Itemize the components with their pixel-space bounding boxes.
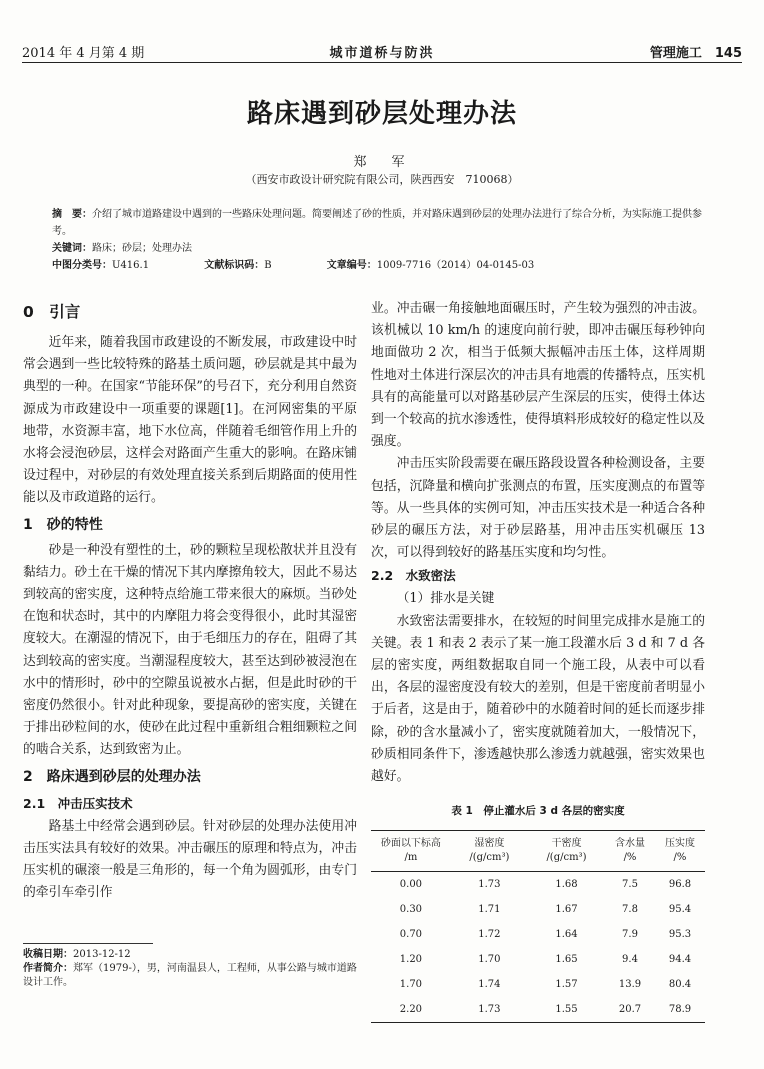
paragraph: 业。冲击碾一角接触地面碾压时，产生较为强烈的冲击波。该机械以 10 km/h 的速度向前行驶，即冲击碾压每秒钟向地面做功 2 次，相当于低频大振幅冲击压土体，这样周期性地对土体进行深层次的冲击具有地震的传播特点，压实机具有的高能量可以对路基砂层产生深层的压实，使得土体达到一个较高的抗水渗透性，使得填料形成较好的稳定性以及强度。 xyxy=(371,301,705,450)
table-cell: 20.7 xyxy=(618,1004,642,1016)
table-row xyxy=(371,872,705,898)
section-heading: 0 引言 xyxy=(23,303,81,321)
section-page: 管理施工 145 xyxy=(649,46,742,61)
document-code: 文献标识码：B xyxy=(204,260,272,271)
table-row xyxy=(371,997,705,1023)
table-cell: 1.57 xyxy=(555,979,578,991)
table-row xyxy=(371,897,705,922)
author-bio: 作者简介：郑军（1979-），男，河南温县人，工程师，从事公路与城市道路设计工作。 xyxy=(23,963,357,988)
left-column xyxy=(23,298,357,904)
paragraph: 砂是一种没有塑性的土，砂的颗粒呈现松散状并且没有黏结力。砂土在干燥的情况下其内摩擦角较大，因此不易达到较高的密实度，这种特点给施工带来很大的麻烦。当砂处在饱和状态时，其中的内摩阻力将会变得很小，此时其湿密度较大。在潮湿的情况下，由于毛细压力的存在，阻碍了其达到较高的密实度。当潮湿程度较大，甚至达到砂被浸泡在水中的情形时，砂中的空隙虽说被水占据，但是此时砂的干密度仍然很小。针对此种现象，要提高砂的密实度，关键在于排出砂粒间的水，使砂在此过程中重新组合粗细颗粒之间的啮合关系，达到致密为止。 xyxy=(23,542,357,758)
table-cell: 0.70 xyxy=(399,929,423,941)
table-cell: 13.9 xyxy=(618,979,642,991)
column-header: 压实度 /% xyxy=(664,838,695,864)
subsection-heading: 2.2 水致密法 xyxy=(371,568,456,584)
table-cell: 1.74 xyxy=(478,979,501,991)
classification-ids xyxy=(52,257,712,274)
table-header-row xyxy=(371,831,705,872)
paragraph: 近年来，随着我国市政建设的不断发展，市政建设中时常会遇到一些比较特殊的路基土质问题，砂层就是其中最为典型的一种。在国家“节能环保”的号召下，充分利用自然资源成为市政建设中一项重要的课题[1]。在河网密集的平原地带，水资源丰富，地下水位高，伴随着毛细管作用上升的水将会浸泡砂层，这样会对路面产生重大的影响。在路床铺设过程中，对砂层的有效处理直接关系到后期路面的使用性能以及市政道路的运行。 xyxy=(23,335,357,506)
table-cell: 78.9 xyxy=(668,1004,692,1016)
clc-number: 中图分类号：U416.1 xyxy=(52,260,150,271)
section-heading: 2 路床遇到砂层的处理办法 xyxy=(23,768,201,785)
column-header: 干密度 /(g/cm³) xyxy=(546,838,587,864)
table-cell: 1.55 xyxy=(555,1004,578,1016)
article-title: 路床遇到砂层处理办法 xyxy=(246,99,517,129)
abstract: 摘 要：介绍了城市道路建设中遇到的一些路床处理问题。简要阐述了砂的性质，并对路床遇到砂层的处理办法进行了综合分析，为实际施工提供参考。 xyxy=(52,209,702,237)
right-column xyxy=(371,298,705,1023)
table-caption: 表 1 停止灌水后 3 d 各层的密实度 xyxy=(451,805,625,818)
column-header: 含水量 /% xyxy=(615,838,645,864)
table-cell: 95.3 xyxy=(668,929,692,941)
author-name: 郑 军 xyxy=(353,155,411,170)
table-cell: 0.30 xyxy=(399,904,423,916)
paragraph: 冲击压实阶段需要在碾压路段设置各种检测设备，主要包括，沉降量和横向扩张测点的布置，压实度测点的布置等等。从一些具体的实例可知，冲击压实技术是一种适合各种砂层的碾压方法，对于砂层路基，用冲击压实机碾压 13 次，可以得到较好的路基压实度和均匀性。 xyxy=(371,456,705,561)
table-cell: 1.72 xyxy=(478,929,501,941)
article-meta xyxy=(52,206,712,274)
table-cell: 7.5 xyxy=(622,879,638,891)
affiliation: （西安市政设计研究院有限公司，陕西西安 710068） xyxy=(245,173,519,186)
table-cell: 1.70 xyxy=(478,954,501,966)
table-cell: 94.4 xyxy=(668,954,692,966)
paragraph: 路基土中经常会遇到砂层。针对砂层的处理办法使用冲击压实法具有较好的效果。冲击碾压的原理和特点为，冲击压实机的碾滚一般是三角形的，每一个角为圆弧形，由专门的牵引车牵引作 xyxy=(23,818,357,901)
subsection-heading: 2.1 冲击压实技术 xyxy=(23,795,133,811)
column-header: 湿密度 /(g/cm³) xyxy=(469,838,510,864)
table-cell: 1.70 xyxy=(399,979,423,991)
keywords: 关键词：路床；砂层；处理办法 xyxy=(52,243,192,254)
issue-date: 2014 年 4 月第 4 期 xyxy=(22,46,145,61)
table-cell: 7.8 xyxy=(622,904,638,916)
running-header xyxy=(22,38,742,63)
table-cell: 1.73 xyxy=(478,879,501,891)
table-cell: 7.9 xyxy=(622,929,638,941)
table-cell: 1.64 xyxy=(555,929,578,941)
table-cell: 1.73 xyxy=(478,1004,501,1016)
received-date: 收稿日期：2013-12-12 xyxy=(23,949,131,960)
table-cell: 96.8 xyxy=(668,879,692,891)
footnote xyxy=(23,943,357,990)
table-row xyxy=(371,972,705,997)
table-cell: 0.00 xyxy=(399,879,423,891)
table-cell: 1.65 xyxy=(555,954,578,966)
paragraph: 水致密法需要排水，在较短的时间里完成排水是施工的关键。表 1 和表 2 表示了某一施工段灌水后 3 d 和 7 d 各层的密实度，两组数据取自同一个施工段，从表中可以看出，各层的湿密度没有较大的差别，但是干密度前者明显小于后者，这是由于，随着砂中的水随着时间的延长而逐步排除，砂的含水量减小了，密实度就随着加大，一般情况下，砂质相同条件下，渗透越快那么渗透力就越强，密实效果也越好。 xyxy=(371,613,705,785)
table-cell: 1.67 xyxy=(555,904,578,916)
table-cell: 1.20 xyxy=(399,954,423,966)
table-cell: 80.4 xyxy=(668,979,692,991)
table-cell: 9.4 xyxy=(622,954,638,966)
table-cell: 1.71 xyxy=(478,904,501,916)
section-heading: 1 砂的特性 xyxy=(23,516,103,533)
footnote-rule xyxy=(23,943,153,944)
journal-name: 城市道桥与防洪 xyxy=(329,46,435,61)
table-row xyxy=(371,922,705,947)
column-header: 砂面以下标高 /m xyxy=(380,838,441,864)
table-row xyxy=(371,947,705,972)
density-table xyxy=(371,830,705,1023)
table-cell: 95.4 xyxy=(668,904,692,916)
sub-heading: （1）排水是关键 xyxy=(396,591,495,607)
article-number: 文章编号：1009-7716（2014）04-0145-03 xyxy=(326,260,535,271)
table-cell: 1.68 xyxy=(555,879,578,891)
table-cell: 2.20 xyxy=(399,1004,423,1016)
